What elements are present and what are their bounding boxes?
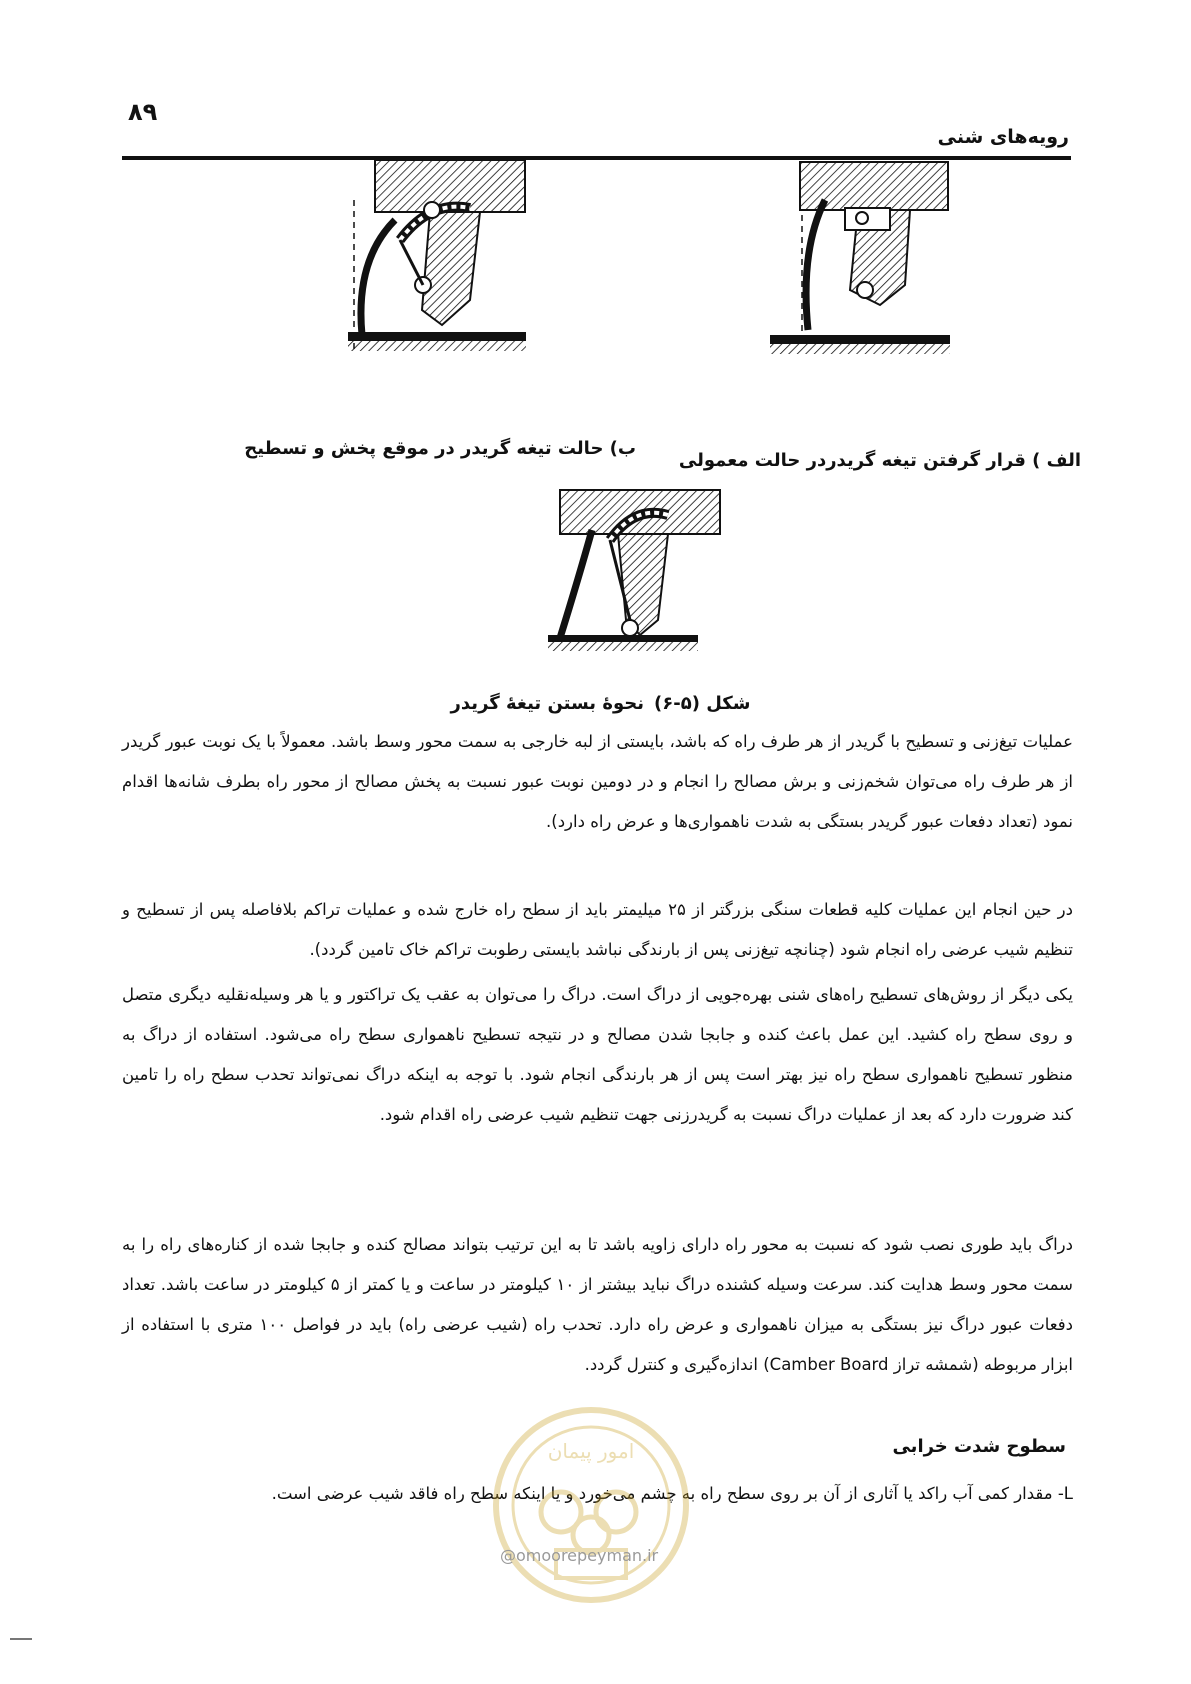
page-number: ۸۹ [128,98,158,126]
paragraph-2: در حین انجام این عملیات کلیه قطعات سنگی بزرگتر از ۲۵ میلیمتر باید از سطح راه خارج شده و عملیات تراکم بلافاصله پس از تسطیح و تنظیم شیب عرضی راه انجام شود (چنانچه تیغ‌زنی پس از بارندگی نباشد بایستی رطوبت تراکم خاک تامین گردد). [122,900,1074,959]
section-heading: سطوح شدت خرابی [892,1436,1066,1457]
severity-item-l: L- مقدار کمی آب راکد یا آثاری از آن بر روی سطح راه به چشم می‌خورد و یا اینکه سطح راه فاقد شیب عرضی است. [271,1484,1073,1503]
paragraph-3: یکی دیگر از روش‌های تسطیح راه‌های شنی بهره‌جویی از دراگ است. دراگ را می‌توان به عقب یک تراکتور و یا هر وسیله‌نقلیه دیگری متصل و روی سطح راه کشید. این عمل باعث کنده و جابجا شدن مصالح و در نتیجه تسطیح ناهمواری سطح راه می‌شود. استفاده از دراگ به منظور تسطیح ناهمواری سطح راه نیز بهتر است پس از هر بارندگی انجام شود. با توجه به اینکه دراگ نمی‌تواند تحدب سطح راه را تامین کند ضرورت دارد که بعد از عملیات دراگ نسبت به گریدرزنی جهت تنظیم شیب عرضی راه اقدام شود. [122,985,1073,1124]
figure-b-drawing [330,160,530,375]
watermark-url: @omoorepeyman.ir [500,1546,659,1565]
figure-title: نحوهٔ بستن تیغهٔ گریدر [450,693,644,714]
figure-caption [0,693,1191,714]
watermark-logo-text: امور پیمان [547,1439,635,1463]
caption-a: الف ) قرار گرفتن تیغه گریدردر حالت معمولی [678,450,1081,471]
running-title: رویه‌های شنی [937,126,1069,148]
figure-a-drawing [770,160,970,375]
watermark-seal [486,1400,696,1610]
paragraph-4: دراگ باید طوری نصب شود که نسبت به محور راه دارای زاویه باشد تا به این ترتیب بتواند مصالح کنده و جابجا شده از کناره‌های راه را به سمت محور وسط هدایت کند. سرعت وسیله کشنده دراگ نباید بیشتر از ۱۰ کیلومتر در ساعت و یا کمتر از ۵ کیلومتر در ساعت باشد. تعداد دفعات عبور دراگ نیز بستگی به میزان ناهمواری و عرض راه دارد. تحدب راه (شیب عرضی راه) باید در فواصل ۱۰۰ متری با استفاده از ابزار مربوطه (شمشه تراز Camber Board) اندازه‌گیری و کنترل گردد. [122,1235,1073,1374]
figure-number: شکل (۵-۶) [653,693,751,714]
caption-b: ب) حالت تیغه گریدر در موقع پخش و تسطیح [244,438,636,459]
paragraph-1: عملیات تیغ‌زنی و تسطیح با گریدر از هر طرف راه که باشد، بایستی از لبه خارجی به سمت محور وسط باشد. معمولاً با یک نوبت عبور گریدر از هر طرف راه می‌توان شخم‌زنی و برش مصالح را انجام و در دومین نوبت عبور نسبت به پخش مصالح از محور راه بطرف شانه‌ها اقدام نمود (تعداد دفعات عبور گریدر بستگی به شدت ناهمواری‌ها و عرض راه دارد). [122,732,1073,831]
scan-mark [10,1638,32,1640]
figure-c-drawing [540,460,740,660]
